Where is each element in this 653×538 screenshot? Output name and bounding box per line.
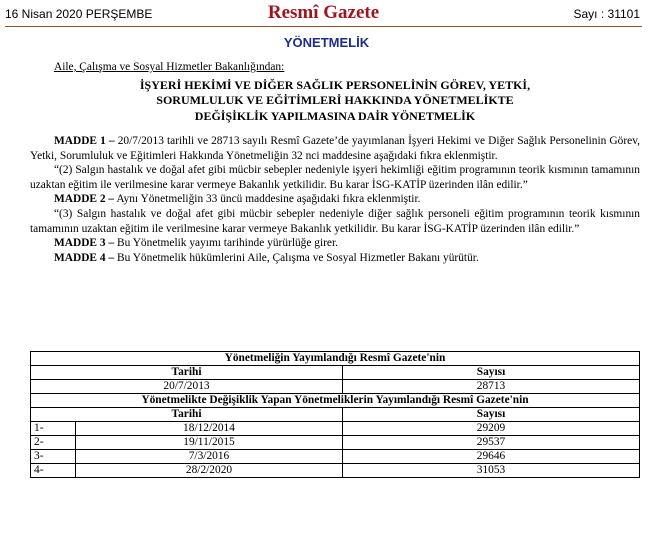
article-3 <box>30 236 640 251</box>
original-date: 20/7/2013 <box>31 380 343 394</box>
amendment-date: 7/3/2016 <box>76 450 343 464</box>
amendment-date: 18/12/2014 <box>76 422 343 436</box>
column-header-date: Tarihi <box>31 408 343 422</box>
article-1 <box>30 134 640 163</box>
gazette-title[interactable]: Resmî Gazete <box>267 2 380 23</box>
table-heading-amendments: Yönetmelikte Değişiklik Yapan Yönetmeliklerin Yayımlandığı Resmî Gazete'nin <box>31 394 640 408</box>
column-header-issue: Sayısı <box>343 408 640 422</box>
article-label: MADDE 2 – <box>54 193 115 206</box>
gazette-header <box>5 4 642 27</box>
amendment-issue: 29646 <box>343 450 640 464</box>
regulation-title-line: DEĞİŞİKLİK YAPILMASINA DAİR YÖNETMELİK <box>194 108 476 123</box>
section-heading: YÖNETMELİK <box>283 35 370 50</box>
table-row <box>31 422 640 436</box>
header-date: 16 Nisan 2020 PERŞEMBE <box>5 7 153 21</box>
table-row <box>31 464 640 478</box>
table-row <box>31 380 640 394</box>
amendment-number: 2- <box>31 436 76 450</box>
article-label: MADDE 3 – <box>54 237 115 250</box>
article-text: 20/7/2013 tarihli ve 28713 sayılı Resmî Gazete’de yayımlanan İşyeri Hekimi ve Diğer Sağlık Personelinin Görev, Yetki, Sorumluluk ve Eğitimleri Hakkında Yönetmeliğin 32 nci maddesine aşağıdaki fıkra eklenmiştir. <box>30 135 640 162</box>
article-text: Bu Yönetmelik hükümlerini Aile, Çalışma ve Sosyal Hizmetler Bakanı yürütür. <box>116 251 479 264</box>
ministry-name: Aile, Çalışma ve Sosyal Hizmetler Bakanlığından: <box>54 61 285 73</box>
article-2 <box>30 192 640 207</box>
publication-history-table <box>30 351 640 478</box>
original-issue: 28713 <box>343 380 640 394</box>
regulation-title <box>30 78 640 125</box>
article-4 <box>30 251 640 266</box>
article-label: MADDE 4 – <box>54 251 115 264</box>
table-heading-original: Yönetmeliğin Yayımlandığı Resmî Gazete'nin <box>31 352 640 366</box>
article-text: Aynı Yönetmeliğin 33 üncü maddesine aşağıdaki fıkra eklenmiştir. <box>116 193 421 206</box>
amendment-issue: 29209 <box>343 422 640 436</box>
article-1-quote: “(2) Salgın hastalık ve doğal afet gibi mücbir sebepler nedeniyle işyeri hekimliği eğitim programının teorik kısmının tamamının uzaktan eğitim ile verilmesine karar vermeye Bakanlık yetkilidir. Bu karar İSG-KATİP üzerinden ilân edilir.” <box>30 164 640 191</box>
column-header-issue: Sayısı <box>343 366 640 380</box>
header-issue-number: Sayı : 31101 <box>573 7 640 21</box>
document-body <box>30 60 640 265</box>
article-text: Bu Yönetmelik yayımı tarihinde yürürlüğe girer. <box>116 237 338 250</box>
article-label: MADDE 1 – <box>54 135 115 148</box>
table-row <box>31 436 640 450</box>
regulation-title-line: SORUMLULUK VE EĞİTİMLERİ HAKKINDA YÖNETMELİKTE <box>156 93 514 108</box>
amendment-issue: 29537 <box>343 436 640 450</box>
column-header-date: Tarihi <box>31 366 343 380</box>
table-row <box>31 450 640 464</box>
regulation-title-line: İŞYERİ HEKİMİ VE DİĞER SAĞLIK PERSONELİNİN GÖREV, YETKİ, <box>139 77 531 92</box>
amendment-issue: 31053 <box>343 464 640 478</box>
amendment-number: 1- <box>31 422 76 436</box>
amendment-number: 3- <box>31 450 76 464</box>
amendment-number: 4- <box>31 464 76 478</box>
amendment-date: 28/2/2020 <box>76 464 343 478</box>
article-2-quote: “(3) Salgın hastalık ve doğal afet gibi mücbir sebepler nedeniyle diğer sağlık personeli eğitim programının teorik kısmının tamamının uzaktan eğitim ile verilmesine karar vermeye Bakanlık yetkilidir. Bu karar İSG-KATİP üzerinden ilân edilir.” <box>30 208 640 235</box>
amendment-date: 19/11/2015 <box>76 436 343 450</box>
